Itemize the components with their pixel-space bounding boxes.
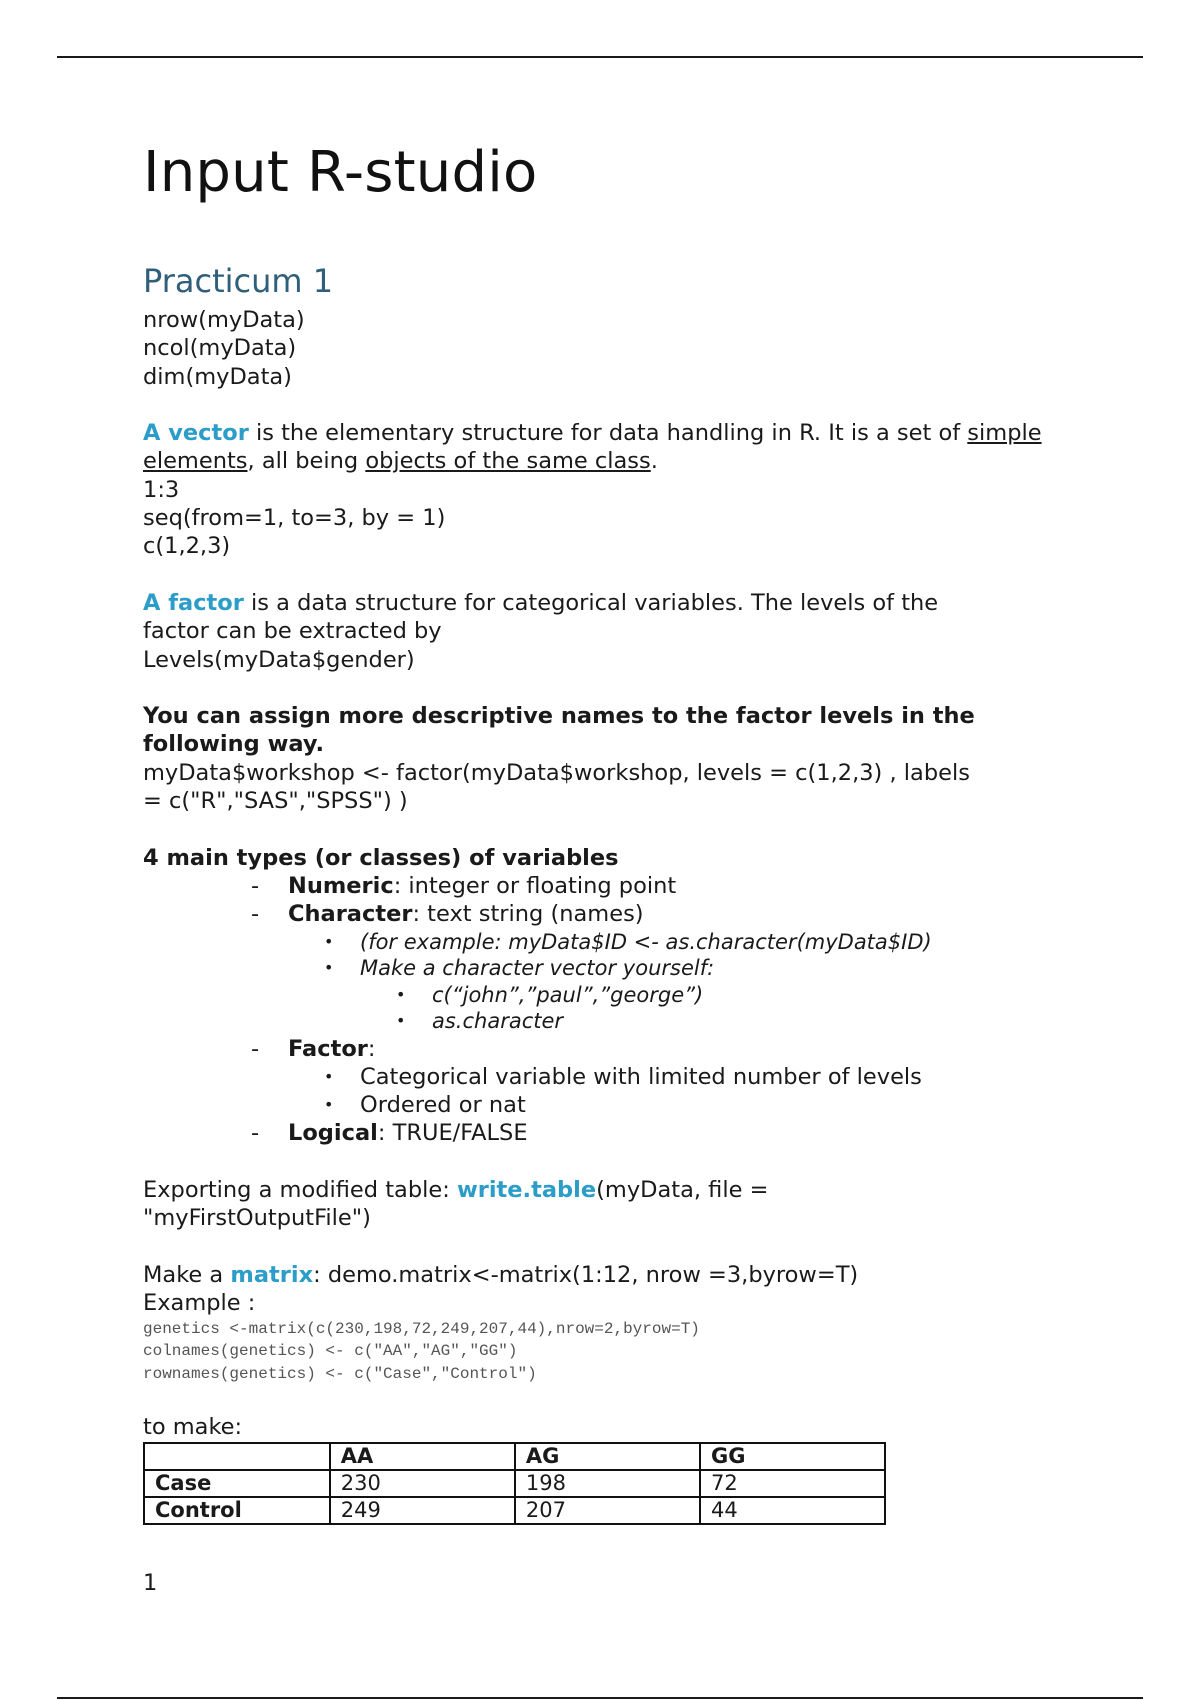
table-cell: 44: [700, 1497, 885, 1524]
matrix-paragraph: Make a matrix: demo.matrix<-matrix(1:12, nrow =3,byrow=T) Example : genetics <-matrix(c(230,198,72,249,207,44),nrow=2,byrow=T) colnames(genetics) <- c("AA","AG","GG") rownames(genetics) <- c("Case","Control"): [143, 1261, 1063, 1385]
types-heading: 4 main types (or classes) of variables: [143, 844, 619, 871]
table-cell: [144, 1443, 330, 1470]
dims-code-lines: [143, 306, 1063, 391]
bottom-rule: [57, 1697, 1143, 1699]
list-item: • Categorical variable with limited number of levels: [324, 1063, 922, 1090]
code-line: myData$workshop <- factor(myData$workshop, levels = c(1,2,3) , labels: [143, 759, 970, 786]
to-make-label: to make:: [143, 1414, 243, 1441]
factor-term: A factor: [143, 589, 244, 616]
assign-heading: You can assign more descriptive names to the factor levels in the: [143, 703, 975, 730]
table-cell: AG: [515, 1443, 700, 1470]
write-table-term: write.table: [456, 1177, 597, 1204]
code-line: Levels(myData$gender): [143, 646, 415, 673]
page-number: 1: [143, 1570, 158, 1596]
assign-paragraph: You can assign more descriptive names to the factor levels in the following way. myData$workshop <- factor(myData$workshop, levels = c(1,2,3) , labels = c("R","SAS","SPSS") ): [143, 702, 1063, 815]
table-cell: 198: [515, 1470, 700, 1497]
code-snippet-line: genetics <-matrix(c(230,198,72,249,207,44),nrow=2,byrow=T): [143, 1319, 700, 1338]
list-item: - Factor: • Categorical variable with limited number of levels • Ordered or nat: [143, 1035, 1063, 1120]
list-item: • c(“john”,”paul”,”george”): [396, 982, 704, 1007]
table-cell: 249: [330, 1497, 515, 1524]
table-row: [144, 1497, 885, 1524]
list-item: - Logical: TRUE/FALSE: [251, 1120, 528, 1147]
code-line: seq(from=1, to=3, by = 1): [143, 505, 446, 532]
code-line: dim(myData): [143, 363, 292, 390]
list-item: - Character: text string (names) • (for example: myData$ID <- as.character(myData$ID) • Make a character vector yourself: • c(“john”,”paul”,”george”) • as.character: [143, 900, 1063, 1034]
page-title: Input R-studio: [143, 140, 538, 205]
list-item: • (for example: myData$ID <- as.character(myData$ID): [324, 929, 932, 954]
list-item: • Ordered or nat: [324, 1092, 526, 1119]
code-line: nrow(myData): [143, 307, 305, 333]
vector-paragraph: [143, 419, 1063, 560]
code-line: c(1,2,3): [143, 533, 231, 560]
list-item: - Numeric: integer or floating point: [251, 872, 677, 899]
table-cell: Control: [144, 1497, 330, 1524]
character-subsublist: [360, 982, 1063, 1035]
section-heading: Practicum 1: [143, 262, 334, 300]
code-line: = c("R","SAS","SPSS") ): [143, 788, 408, 815]
code-snippet-line: colnames(genetics) <- c("AA","AG","GG"): [143, 1342, 518, 1360]
factor-sublist: [288, 1063, 1063, 1120]
export-paragraph: Exporting a modified table: write.table(myData, file = "myFirstOutputFile"): [143, 1177, 769, 1232]
types-list: [143, 872, 1063, 1148]
table-cell: 207: [515, 1497, 700, 1524]
factor-paragraph: A factor is a data structure for categorical variables. The levels of the factor can be extracted by Levels(myData$gender): [143, 589, 1063, 674]
vector-term: A vector: [143, 420, 249, 447]
document-body: [143, 138, 1063, 1525]
table-cell: 230: [330, 1470, 515, 1497]
underlined-phrase: simple elements: [143, 420, 1042, 475]
code-snippet-line: rownames(genetics) <- c("Case","Control"): [143, 1364, 537, 1383]
vector-definition: A vector is the elementary structure for data handling in R. It is a set of simple elements, all being objects of the same class.: [143, 420, 1042, 475]
variable-types: [143, 844, 1063, 1148]
matrix-term: matrix: [230, 1261, 314, 1288]
table-cell: AA: [330, 1443, 515, 1470]
table-row: [144, 1470, 885, 1497]
table-cell: 72: [700, 1470, 885, 1497]
top-rule: [57, 56, 1143, 58]
list-item: • as.character: [396, 1009, 564, 1034]
character-sublist: [288, 929, 1063, 1035]
code-line: ncol(myData): [143, 335, 297, 362]
list-item: • Make a character vector yourself: • c(“john”,”paul”,”george”) • as.character: [360, 955, 1063, 1035]
table-cell: Case: [144, 1470, 330, 1497]
factor-definition: A factor is a data structure for categorical variables. The levels of the: [143, 589, 939, 616]
table-header-row: [144, 1443, 885, 1470]
code-line: 1:3: [143, 476, 180, 503]
genetics-table: [143, 1442, 886, 1525]
underlined-phrase: objects of the same class: [365, 448, 651, 475]
table-cell: GG: [700, 1443, 885, 1470]
